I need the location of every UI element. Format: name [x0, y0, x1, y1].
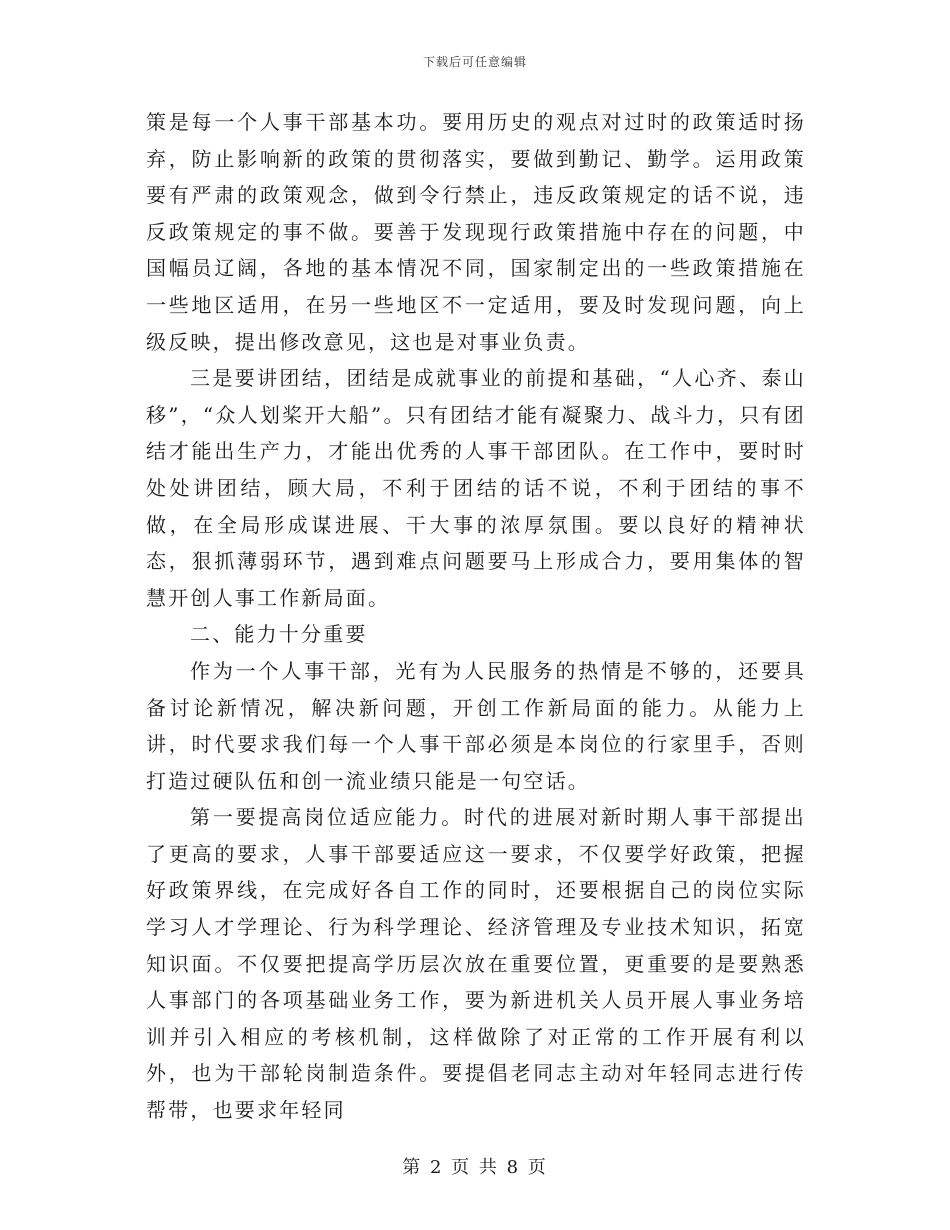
- paragraph-adaptability: 第一要提高岗位适应能力。时代的进展对新时期人事干部提出了更高的要求，人事干部要适应这一要求，不仅要学好政策，把握好政策界线，在完成好各自工作的同时，还要根据自己的岗位实际学习人才学理论、行为科学理论、经济管理及专业技术知识，拓宽知识面。不仅要把提高学历层次放在重要位置，更重要的是要熟悉人事部门的各项基础业务工作，要为新进机关人员开展人事业务培训并引入相应的考核机制，这样做除了对正常的工作开展有利以外，也为干部轮岗制造条件。要提倡老同志主动对年轻同志进行传帮带，也要求年轻同: [146, 805, 806, 1123]
- paragraph-unity: 三是要讲团结，团结是成就事业的前提和基础，“人心齐、泰山移”，“众人划桨开大船”。只有团结才能有凝聚力、战斗力，只有团结才能出生产力，才能出优秀的人事干部团队。在工作中，要时时处处讲团结，顾大局，不利于团结的话不说，不利于团结的事不做，在全局形成谋进展、干大事的浓厚氛围。要以良好的精神状态，狠抓薄弱环节，遇到难点问题要马上形成合力，要用集体的智慧开创人事工作新局面。: [146, 366, 806, 610]
- document-body: [146, 104, 806, 1129]
- paragraph-policy: 策是每一个人事干部基本功。要用历史的观点对过时的政策适时扬弃，防止影响新的政策的贯彻落实，要做到勤记、勤学。运用政策要有严肃的政策观念，做到令行禁止，违反政策规定的话不说，违反政策规定的事不做。要善于发现现行政策措施中存在的问题，中国幅员辽阔，各地的基本情况不同，国家制定出的一些政策措施在一些地区适用，在另一些地区不一定适用，要及时发现问题，向上级反映，提出修改意见，这也是对事业负责。: [146, 110, 806, 354]
- paragraph-ability-intro: 作为一个人事干部，光有为人民服务的热情是不够的，还要具备讨论新情况，解决新问题，开创工作新局面的能力。从能力上讲，时代要求我们每一个人事干部必须是本岗位的行家里手，否则打造过硬队伍和创一流业绩只能是一句空话。: [146, 658, 806, 793]
- page-number: 第 2 页 共 8 页: [402, 1157, 548, 1178]
- section-heading-ability: 二、能力十分重要: [190, 622, 368, 647]
- page-header: 下载后可任意编辑: [422, 55, 527, 69]
